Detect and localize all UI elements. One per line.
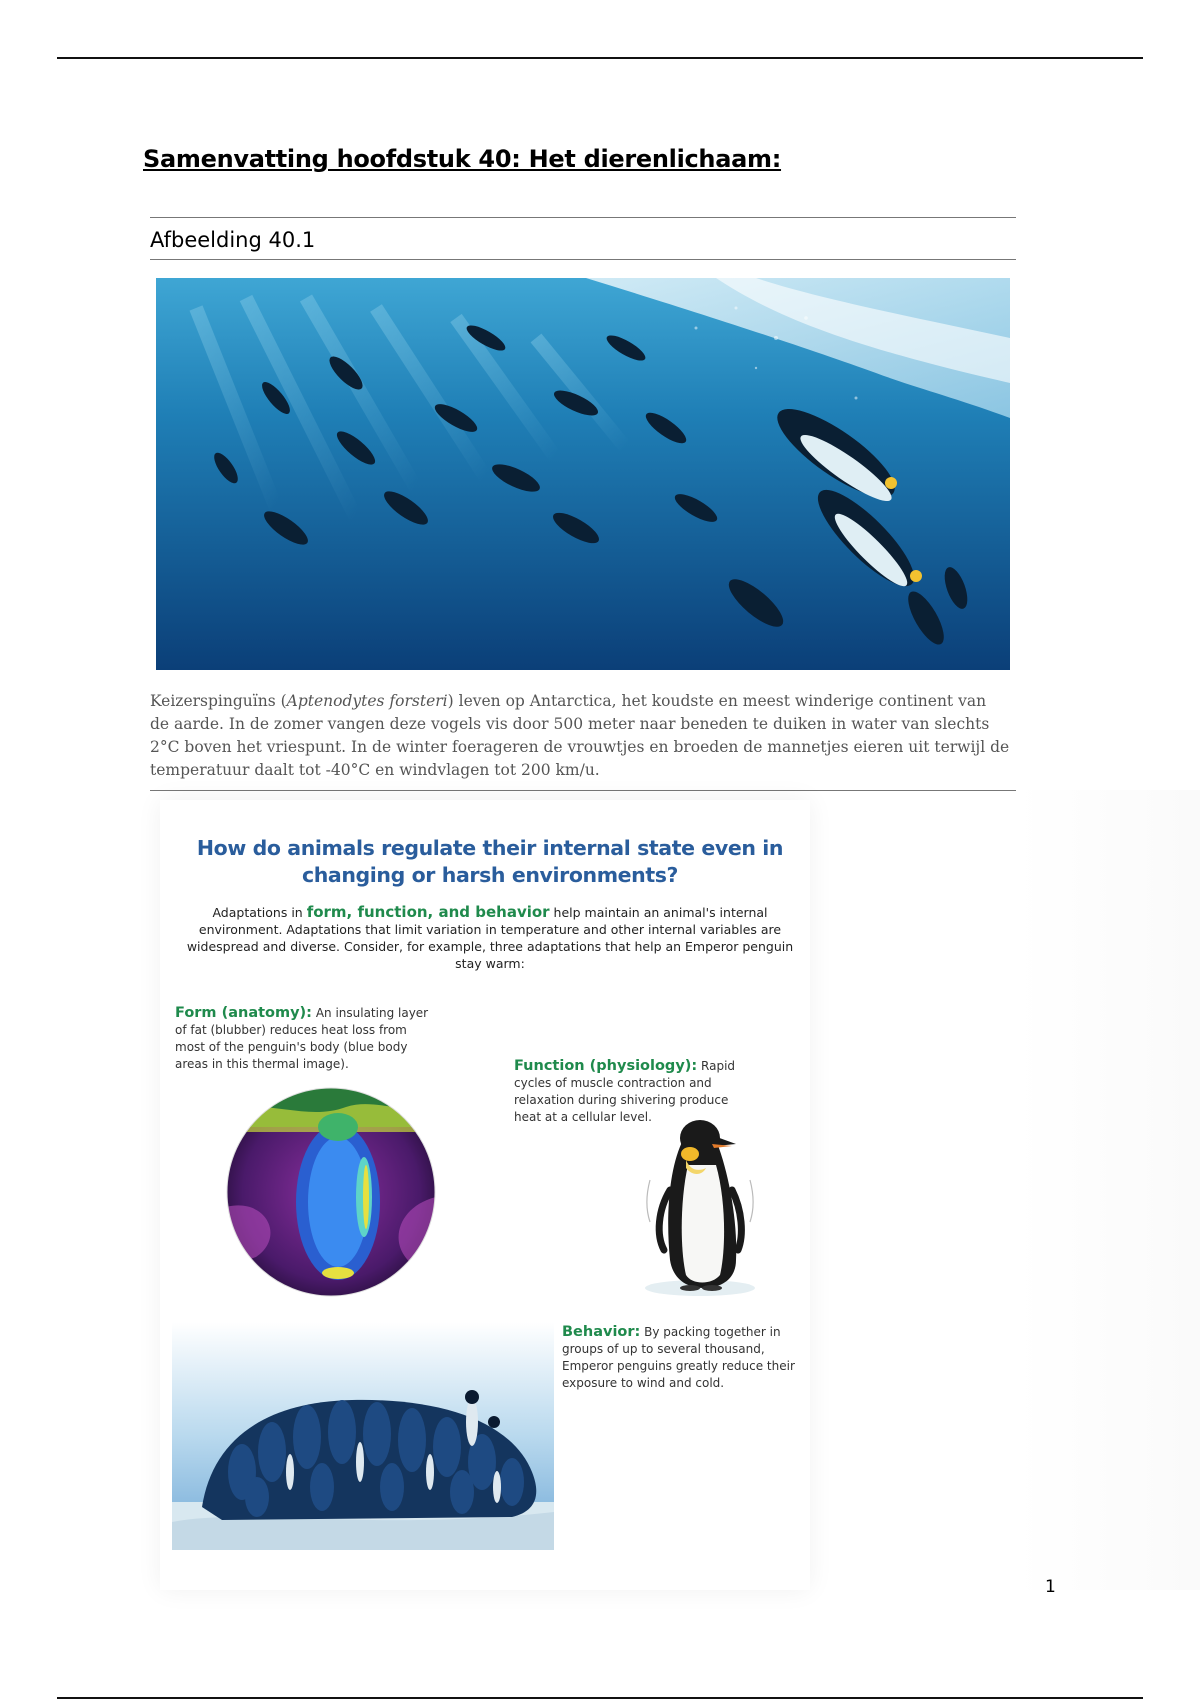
figure-top-rule	[150, 217, 1016, 218]
page-title: Samenvatting hoofdstuk 40: Het dierenlichaam:	[143, 145, 782, 173]
function-text: Rapid cycles of muscle contraction and relaxation during shivering produce heat at a cellular level.	[514, 1059, 736, 1124]
bottom-rule	[57, 1697, 1143, 1699]
page-number: 1	[1045, 1577, 1056, 1597]
figure-bottom-rule	[150, 790, 1016, 791]
function-heading: Function (physiology):	[514, 1058, 698, 1074]
figure-caption	[150, 690, 1010, 782]
intro-highlight: form, function, and behavior	[306, 903, 550, 921]
top-rule	[57, 57, 1143, 59]
behavior-text: By packing together in groups of up to several thousand, Emperor penguins greatly reduce their exposure to wind and cold.	[562, 1325, 795, 1390]
penguin-huddle-photo	[172, 1322, 554, 1550]
caption-species-name: Aptenodytes forsteri	[286, 692, 448, 710]
margin-shade	[1016, 790, 1200, 1590]
behavior-block	[562, 1324, 802, 1392]
panel-intro	[180, 904, 800, 972]
form-heading: Form (anatomy):	[175, 1005, 312, 1021]
form-anatomy-block	[175, 1005, 435, 1073]
caption-text-end: ) leven op Antarctica, het koudste en meest winderige continent van de aarde. In de zomer vangen deze vogels vis door 500 meter naar beneden te duiken in water van slechts 2°C boven het vriespunt. In de winter foerageren de vrouwtjes en broeden de mannetjes eieren uit terwijl de temperatuur daalt tot -40°C en windvlagen tot 200 km/u.	[150, 692, 1010, 779]
figure-label-rule	[150, 259, 1016, 260]
behavior-heading: Behavior:	[562, 1324, 641, 1340]
figure-label: Afbeelding 40.1	[150, 228, 316, 252]
thermal-penguin-image	[226, 1087, 436, 1297]
underwater-penguins-photo	[156, 278, 1010, 670]
panel-question-heading: How do animals regulate their internal state even in changing or harsh environments?	[196, 836, 784, 887]
intro-text-end: help maintain an animal's internal environment. Adaptations that limit variation in temperature and other internal variables are widespread and diverse. Consider, for example, three adaptations that help an Emperor penguin stay warm:	[186, 905, 794, 971]
shivering-penguin-illustration	[628, 1110, 788, 1300]
caption-text-start: Keizerspinguïns (	[150, 692, 287, 710]
intro-text-start: Adaptations in	[212, 905, 307, 920]
form-text: An insulating layer of fat (blubber) reduces heat loss from most of the penguin's body (blue body areas in this thermal image).	[175, 1006, 429, 1071]
